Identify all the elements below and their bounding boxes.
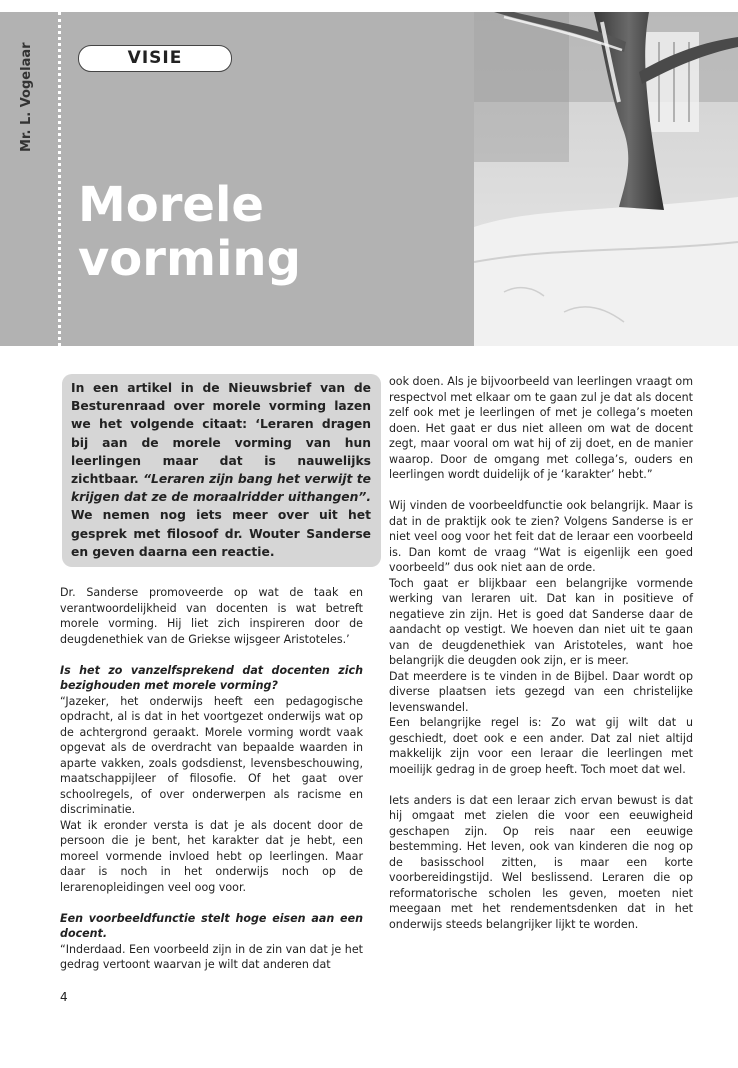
intro-box	[62, 374, 381, 567]
left-column	[60, 585, 363, 973]
paragraph: Dat meerdere is te vinden in de Bijbel. Daar wordt op diverse plaatsen iets gezegd van een christelijke levenswandel.	[389, 669, 693, 714]
snow-tree-illustration	[474, 12, 738, 346]
intro-text-end: We nemen nog iets meer over uit het gesprek met filosoof dr. Wouter Sanderse en geven daarna een reactie.	[71, 508, 371, 559]
page-number: 4	[60, 990, 68, 1004]
paragraph: ook doen. Als je bijvoorbeeld van leerlingen vraagt om respectvol met elkaar om te gaan zul je dat als docent zelf ook met je leerlingen of met je collega’s moeten doen. Het gaat er dus niet alleen om wat de docent zegt, maar vooral om wat hij of zij doet, en de manier waarop. Door de omgang met collega’s, ouders en leerlingen wordt duidelijk of je ‘karakter’ hebt.”	[389, 375, 693, 481]
intro-text: In een artikel in de Nieuwsbrief van de Besturenraad over morele vorming lazen we het volgende citaat: ‘Leraren dragen bij aan de morele vorming van hun leerlingen maar dat is nauwelijks zichtbaar.	[71, 381, 371, 487]
paragraph: Wat ik eronder versta is dat je als docent door de persoon die je bent, het karakter dat je hebt, een moreel vormende invloed hebt op leerlingen. Maar daar is noch in het onderwijs noch op de lerarenopleidingen veel oog voor.	[60, 818, 363, 894]
interview-question: Is het zo vanzelfsprekend dat docenten zich bezighouden met morele vorming?	[60, 663, 363, 692]
article-title	[78, 178, 458, 286]
paragraph: “Jazeker, het onderwijs heeft een pedagogische opdracht, al is dat in het voortgezet onderwijs wat op de achtergrond geraakt. Morele vorming wordt vaak opgevat als de overdracht van bepaalde waarden in aparte vakken, zoals godsdienst, levensbeschouwing, maatschappijleer of filosofie. Of het gaat over schoolregels, of over onderwerpen als racisme en discriminatie.	[60, 694, 363, 816]
snow-tree-photo	[474, 12, 738, 346]
paragraph: “Inderdaad. Een voorbeeld zijn in de zin van dat je het gedrag vertoont waarvan je wilt dat anderen dat	[60, 942, 363, 971]
paragraph: Dr. Sanderse promoveerde op wat de taak en verantwoordelijkheid van docenten is wat betreft morele vorming. Hij liet zich inspireren door de deugdenethiek van de Griekse wijsgeer Aristoteles.’	[60, 586, 363, 646]
paragraph: Toch gaat er blijkbaar een belangrijke vormende werking van leraren uit. Dat kan in positieve of negatieve zin zijn. Het is goed dat Sanderse daar de aandacht op vestigt. We hoeven dan niet uit te gaan van de deugdenethiek van Aristoteles, want hoe belangrijk die deugden ook zijn, er is meer.	[389, 576, 693, 667]
section-label: VISIE	[78, 45, 232, 72]
dotted-divider	[58, 12, 61, 346]
interview-question: Een voorbeeldfunctie stelt hoge eisen aan een docent.	[60, 911, 363, 940]
author-strip	[0, 12, 58, 346]
author-name: Mr. L. Vogelaar	[19, 42, 34, 152]
title-line-1: Morele	[78, 177, 264, 233]
paragraph: Een belangrijke regel is: Zo wat gij wilt dat u geschiedt, doet ook e een ander. Dat zal niet altijd makkelijk zijn voor een leraar die leerlingen met moeilijk gedrag in de groep heeft. Toch moet dat wel.	[389, 716, 693, 776]
paragraph: Wij vinden de voorbeeldfunctie ook belangrijk. Maar is dat in de praktijk ook te zien? Volgens Sanderse is er niet veel oog voor het feit dat de leraar een voorbeeld is. Dan komt de vraag “Wat is eigenlijk een goed voorbeeld” dus ook niet aan de orde.	[389, 499, 693, 574]
intro-quote: “Leraren zijn bang het verwijt te krijgen dat ze de moraalridder uithangen”.	[71, 472, 371, 505]
right-column	[389, 374, 693, 932]
title-line-2: vorming	[78, 231, 301, 287]
paragraph: Iets anders is dat een leraar zich ervan bewust is dat hij omgaat met zielen die voor een eeuwigheid geschapen zijn. Op reis naar een eeuwige bestemming. Het leven, ook van kinderen die nog op de basisschool zitten, is maar een korte voorbereidingstijd. Wel beslissend. Leraren die op reformatorische scholen les geven, moeten niet meegaan met het rendementsdenken dat in het onderwijs steeds belangrijker lijkt te worden.	[389, 793, 693, 931]
